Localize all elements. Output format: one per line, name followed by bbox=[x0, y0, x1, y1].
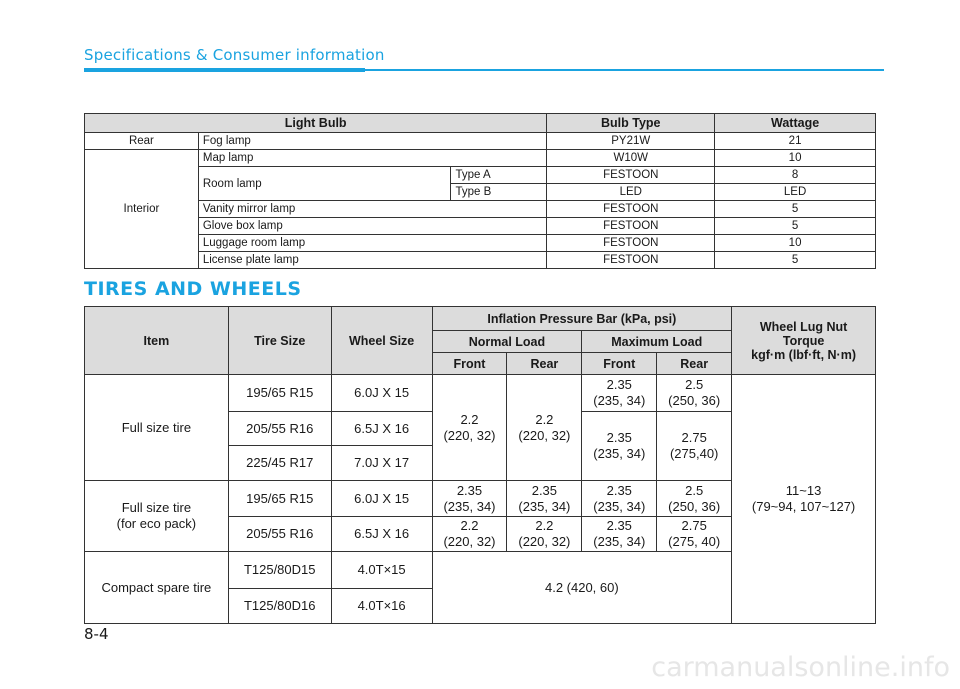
pressure-bar: 2.35 bbox=[456, 482, 483, 498]
bulb-variant: Type B bbox=[451, 184, 547, 201]
pressure-max-rear bbox=[657, 375, 732, 412]
bulb-type: FESTOON bbox=[547, 218, 715, 235]
pressure-kpa-psi: (235, 34) bbox=[593, 393, 646, 408]
header-lug-line-3: kgf·m (lbf·ft, N·m) bbox=[751, 347, 856, 362]
item-label: Full size tire bbox=[121, 500, 192, 515]
pressure-kpa-psi: (275,40) bbox=[669, 446, 719, 461]
pressure-kpa-psi: (250, 36) bbox=[668, 393, 721, 408]
table-row bbox=[85, 167, 876, 184]
bulb-wattage: 21 bbox=[715, 133, 876, 150]
bulb-type: FESTOON bbox=[547, 167, 715, 184]
tire-size: T125/80D16 bbox=[228, 589, 331, 624]
header-normal-load: Normal Load bbox=[432, 331, 582, 353]
bulb-name: Map lamp bbox=[198, 150, 547, 167]
pressure-max-front bbox=[582, 517, 657, 552]
table-header-row bbox=[85, 307, 876, 331]
table-row bbox=[85, 150, 876, 167]
table-row bbox=[85, 218, 876, 235]
bulb-wattage: 10 bbox=[715, 235, 876, 252]
header-tire-size: Tire Size bbox=[228, 307, 331, 375]
torque-kgfm: 11~13 bbox=[785, 483, 822, 498]
pressure-bar: 2.35 bbox=[606, 518, 632, 533]
bulb-wattage: LED bbox=[715, 184, 876, 201]
group-rear: Rear bbox=[85, 133, 199, 150]
bulb-wattage: 5 bbox=[715, 201, 876, 218]
pressure-normal-front bbox=[432, 375, 507, 481]
wheel-lug-torque bbox=[732, 375, 876, 624]
pressure-bar: 2.2 bbox=[535, 518, 554, 533]
pressure-bar: 2.75 bbox=[681, 518, 707, 533]
pressure-spare: 4.2 (420, 60) bbox=[432, 552, 732, 624]
pressure-normal-front bbox=[432, 481, 507, 517]
bulb-name: Room lamp bbox=[198, 167, 451, 201]
wheel-size: 6.0J X 15 bbox=[331, 375, 432, 412]
light-bulb-table bbox=[84, 113, 876, 269]
pressure-bar: 2.2 bbox=[460, 411, 479, 427]
header-maximum-load: Maximum Load bbox=[582, 331, 732, 353]
wheel-size: 6.5J X 16 bbox=[331, 412, 432, 446]
pressure-bar: 2.2 bbox=[460, 518, 479, 533]
header-bulb-type: Bulb Type bbox=[547, 114, 715, 133]
bulb-name: Vanity mirror lamp bbox=[198, 201, 547, 218]
pressure-kpa-psi: (235, 34) bbox=[593, 498, 646, 514]
watermark: carmanualsonline.info bbox=[651, 652, 950, 683]
header-accent-line bbox=[84, 68, 365, 72]
pressure-kpa-psi: (250, 36) bbox=[668, 498, 721, 514]
tire-size: 205/55 R16 bbox=[228, 517, 331, 552]
wheel-size: 4.0T×16 bbox=[331, 589, 432, 624]
tire-size: 195/65 R15 bbox=[228, 375, 331, 412]
header-max-front: Front bbox=[582, 353, 657, 375]
pressure-bar: 2.35 bbox=[606, 430, 632, 445]
group-interior: Interior bbox=[85, 150, 199, 269]
table-row bbox=[85, 252, 876, 269]
pressure-kpa-psi: (235, 34) bbox=[443, 498, 496, 514]
bulb-wattage: 5 bbox=[715, 252, 876, 269]
bulb-name: Fog lamp bbox=[198, 133, 547, 150]
pressure-bar: 2.5 bbox=[685, 377, 704, 392]
pressure-normal-front bbox=[432, 517, 507, 552]
pressure-bar: 2.75 bbox=[681, 430, 707, 445]
header-item: Item bbox=[85, 307, 229, 375]
header-normal-rear: Rear bbox=[507, 353, 582, 375]
torque-lbfft-nm: (79~94, 107~127) bbox=[751, 499, 856, 514]
table-header-row bbox=[85, 114, 876, 133]
tires-and-wheels-table bbox=[84, 306, 876, 624]
header-inflation-pressure: Inflation Pressure Bar (kPa, psi) bbox=[432, 307, 732, 331]
item-sublabel: (for eco pack) bbox=[116, 516, 197, 531]
bulb-type: FESTOON bbox=[547, 235, 715, 252]
pressure-max-front bbox=[582, 375, 657, 412]
pressure-bar: 2.35 bbox=[531, 482, 558, 498]
header-light-bulb: Light Bulb bbox=[85, 114, 547, 133]
pressure-max-front bbox=[582, 481, 657, 517]
bulb-wattage: 5 bbox=[715, 218, 876, 235]
wheel-size: 6.0J X 15 bbox=[331, 481, 432, 517]
pressure-kpa-psi: (220, 32) bbox=[443, 427, 496, 443]
header-wheel-lug-nut-torque bbox=[732, 307, 876, 375]
bulb-type: FESTOON bbox=[547, 201, 715, 218]
tire-size: 225/45 R17 bbox=[228, 446, 331, 481]
header-lug-line-2: Torque bbox=[782, 333, 825, 348]
pressure-normal-rear bbox=[507, 481, 582, 517]
table-row bbox=[85, 201, 876, 218]
bulb-type: FESTOON bbox=[547, 252, 715, 269]
pressure-max-front bbox=[582, 412, 657, 481]
bulb-type: PY21W bbox=[547, 133, 715, 150]
item-eco-pack bbox=[85, 481, 229, 552]
pressure-normal-rear bbox=[507, 517, 582, 552]
header-normal-front: Front bbox=[432, 353, 507, 375]
pressure-kpa-psi: (220, 32) bbox=[518, 534, 571, 549]
table-row bbox=[85, 133, 876, 150]
bulb-name: License plate lamp bbox=[198, 252, 547, 269]
section-header-title: Specifications & Consumer information bbox=[84, 46, 385, 64]
pressure-bar: 2.35 bbox=[606, 377, 632, 392]
wheel-size: 6.5J X 16 bbox=[331, 517, 432, 552]
pressure-kpa-psi: (220, 32) bbox=[518, 427, 571, 443]
header-divider-line bbox=[365, 69, 884, 71]
header-wattage: Wattage bbox=[715, 114, 876, 133]
pressure-normal-rear bbox=[507, 375, 582, 481]
page-number: 8-4 bbox=[84, 625, 109, 643]
tire-size: 205/55 R16 bbox=[228, 412, 331, 446]
pressure-bar: 2.5 bbox=[685, 482, 704, 498]
tire-size: 195/65 R15 bbox=[228, 481, 331, 517]
pressure-max-rear bbox=[657, 412, 732, 481]
bulb-type: LED bbox=[547, 184, 715, 201]
header-max-rear: Rear bbox=[657, 353, 732, 375]
header-wheel-size: Wheel Size bbox=[331, 307, 432, 375]
pressure-bar: 2.35 bbox=[606, 482, 632, 498]
item-compact-spare: Compact spare tire bbox=[85, 552, 229, 624]
section-title: TIRES AND WHEELS bbox=[84, 278, 302, 300]
table-row bbox=[85, 375, 876, 412]
pressure-bar: 2.2 bbox=[535, 411, 554, 427]
pressure-max-rear bbox=[657, 517, 732, 552]
bulb-wattage: 8 bbox=[715, 167, 876, 184]
bulb-name: Glove box lamp bbox=[198, 218, 547, 235]
pressure-kpa-psi: (220, 32) bbox=[443, 534, 496, 549]
pressure-kpa-psi: (275, 40) bbox=[668, 534, 721, 549]
wheel-size: 4.0T×15 bbox=[331, 552, 432, 589]
bulb-name: Luggage room lamp bbox=[198, 235, 547, 252]
item-full-size: Full size tire bbox=[85, 375, 229, 481]
bulb-variant: Type A bbox=[451, 167, 547, 184]
pressure-kpa-psi: (235, 34) bbox=[518, 498, 571, 514]
header-lug-line-1: Wheel Lug Nut bbox=[759, 319, 848, 334]
pressure-kpa-psi: (235, 34) bbox=[593, 446, 646, 461]
bulb-wattage: 10 bbox=[715, 150, 876, 167]
wheel-size: 7.0J X 17 bbox=[331, 446, 432, 481]
pressure-kpa-psi: (235, 34) bbox=[593, 534, 646, 549]
tire-size: T125/80D15 bbox=[228, 552, 331, 589]
bulb-type: W10W bbox=[547, 150, 715, 167]
table-row bbox=[85, 235, 876, 252]
pressure-max-rear bbox=[657, 481, 732, 517]
